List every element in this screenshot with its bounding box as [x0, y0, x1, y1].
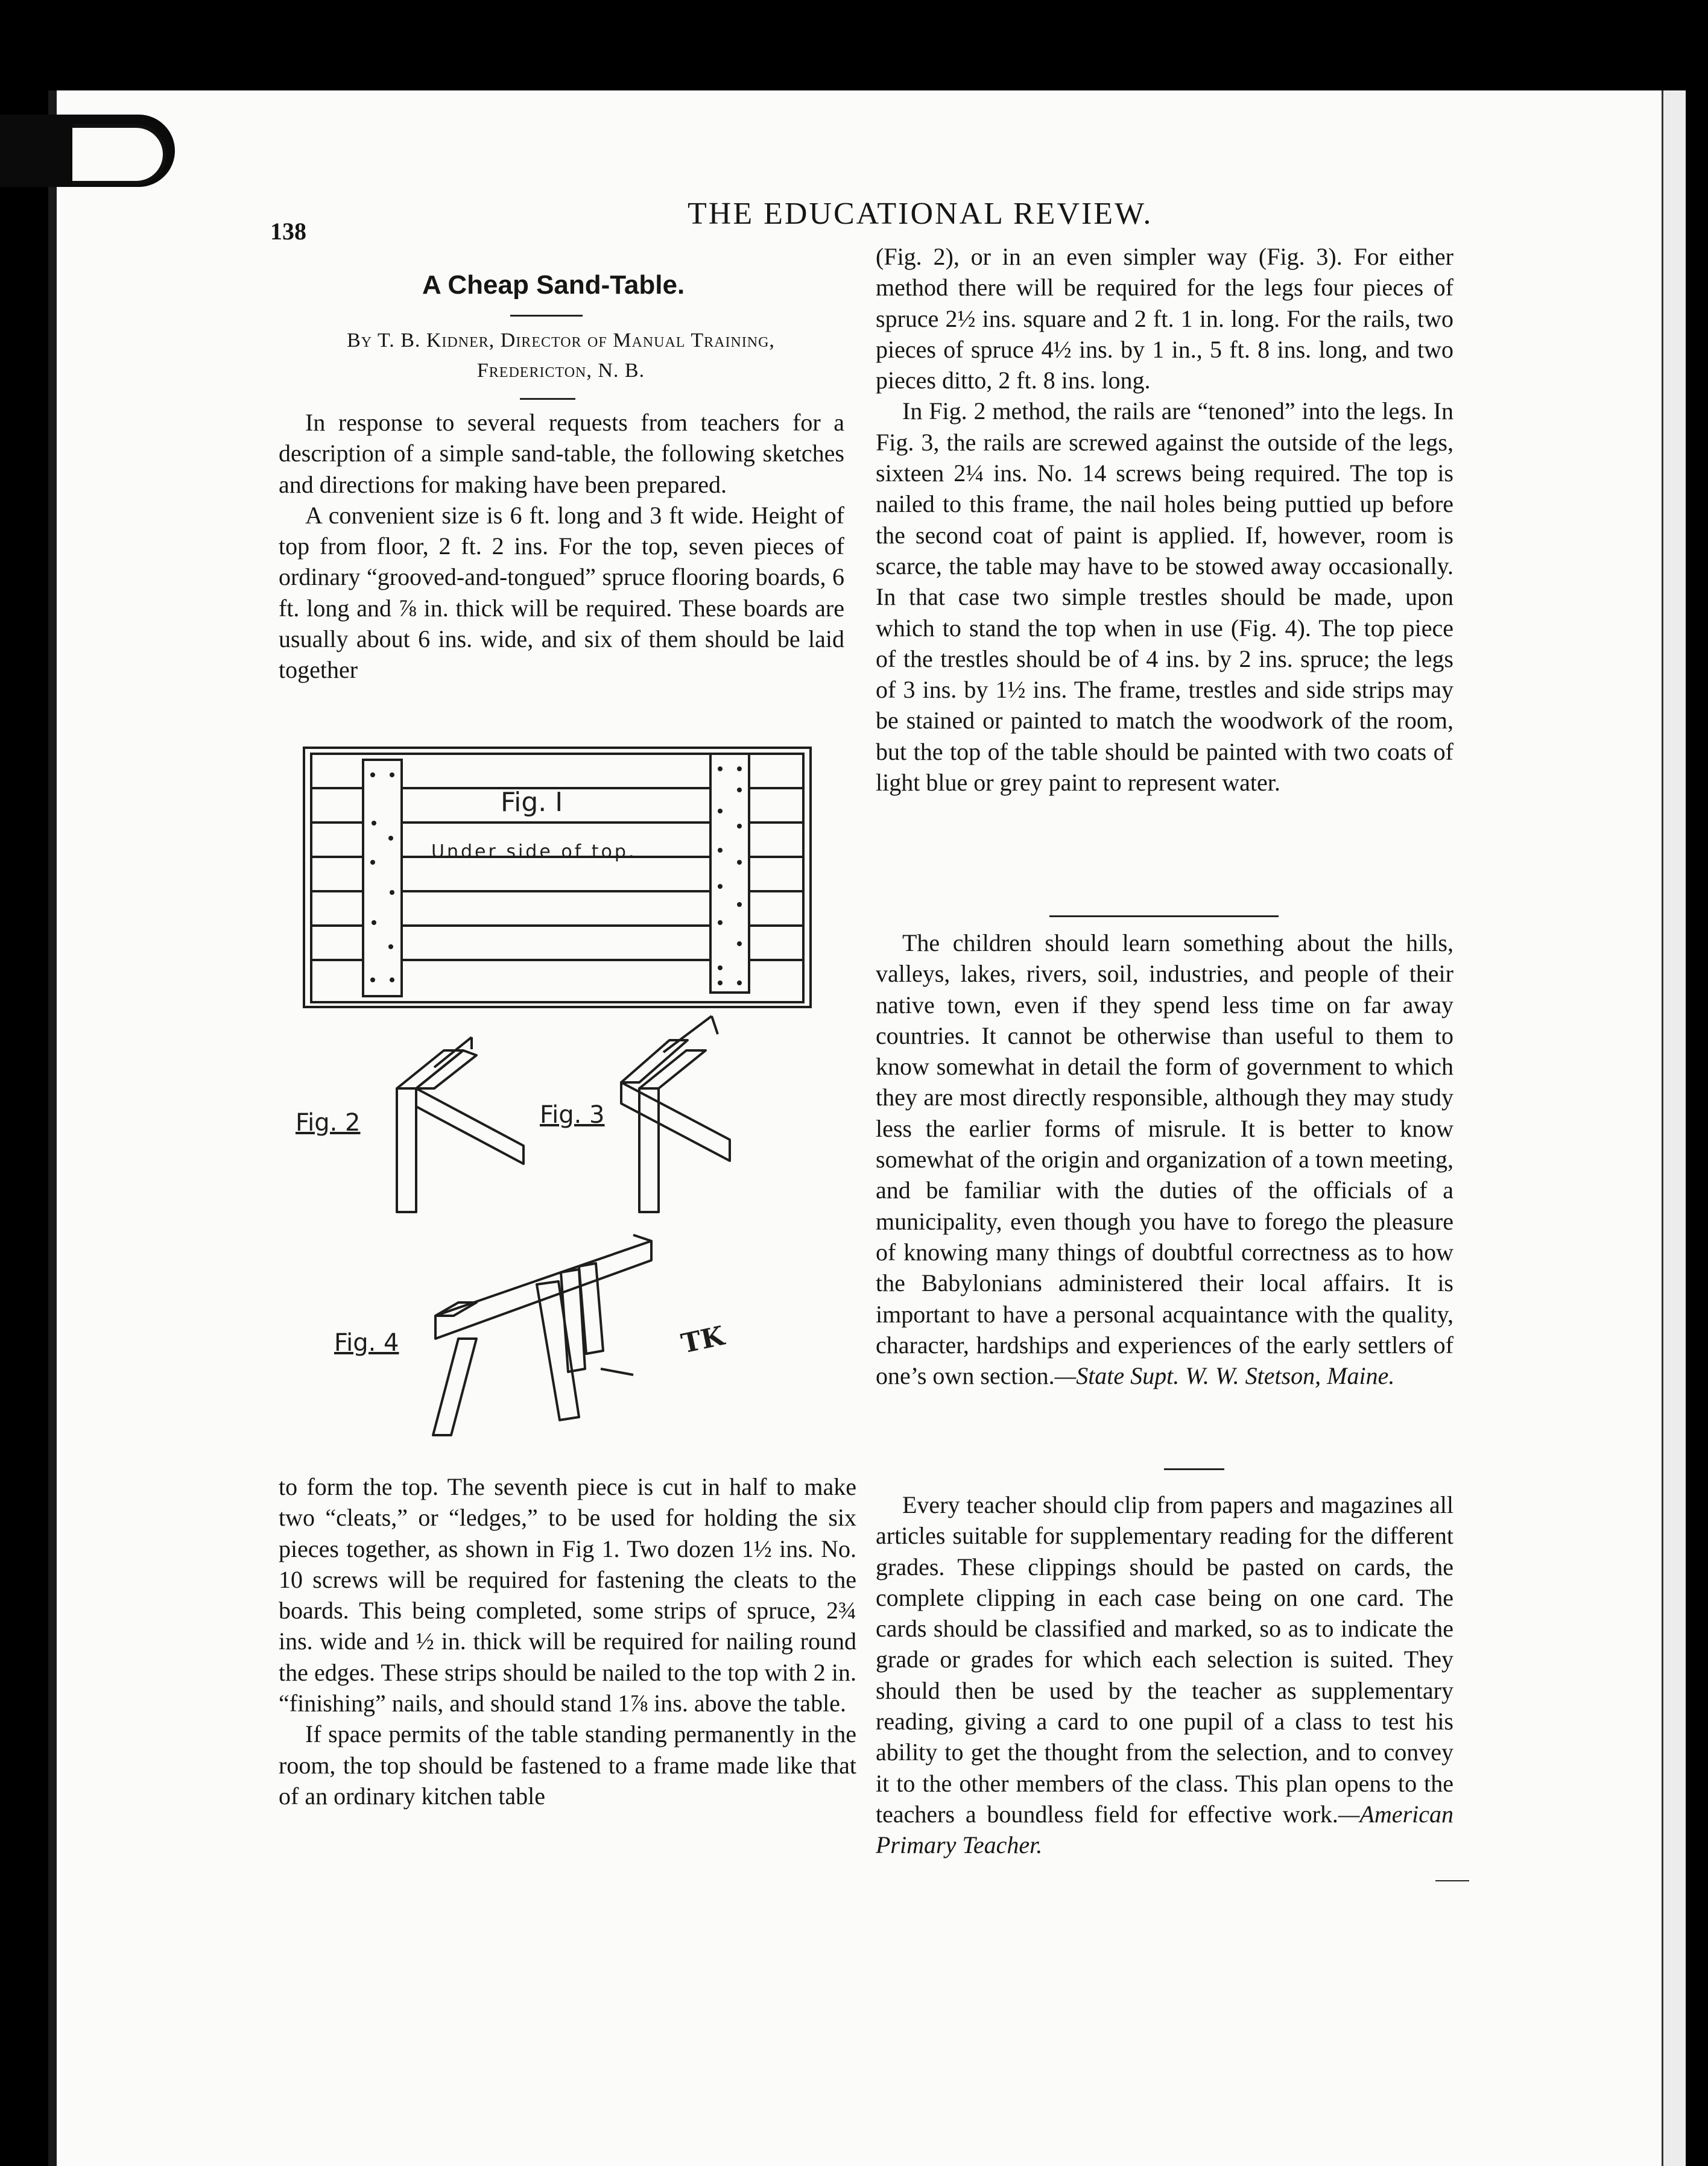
fig1-cleat-right	[710, 754, 749, 993]
paragraph: If space permits of the table standing permanently in the room, the top should be fastened to a frame made like that of an ordinary kitchen table	[279, 1720, 856, 1810]
fig2-rail-front	[416, 1088, 523, 1164]
fig2-label: Fig. 2	[296, 1109, 361, 1137]
fig3-rail-front	[621, 1082, 730, 1161]
illustration-drawing	[296, 742, 850, 1453]
primary-teacher-excerpt	[876, 1489, 1453, 1861]
fig4-leg-front-left	[433, 1339, 476, 1435]
fig4-leg-front-right	[537, 1281, 579, 1420]
paragraph	[876, 927, 1453, 1391]
article-column-2	[876, 241, 1453, 798]
binding-shadow	[48, 90, 57, 2166]
paragraph: In response to several requests from teachers for a description of a simple sand-table, the following sketches and directions for making have been prepared.	[279, 409, 844, 498]
byline-place: Fredericton, N. B.	[476, 359, 645, 382]
binder-clip-ring	[72, 124, 166, 185]
stetson-excerpt	[876, 927, 1453, 1391]
paragraph: to form the top. The seventh piece is cut in half to make two “cleats,” or “ledges,” to be used for holding the six pieces together, as shown in Fig 1. Two dozen 1½ ins. No. 10 screws will be required for fastening the cleats to the boards. This being completed, some strips of spruce, 2¾ ins. wide and ½ in. thick will be required for nailing round the edges. These strips should be nailed to the top with 2 in. “finishing” nails, and should stand 1⅞ ins. above the table.	[279, 1473, 856, 1717]
article-column-1-bottom	[279, 1471, 856, 1811]
end-rule	[1435, 1880, 1469, 1881]
stetson-attribution: —State Supt. W. W. Stetson, Maine.	[1054, 1362, 1395, 1390]
fig2-leg	[397, 1088, 416, 1212]
fig1-cleat-left	[363, 760, 402, 996]
byline-rule	[520, 398, 575, 400]
primary-text: Every teacher should clip from papers and magazines all articles suitable for supplementary reading for the different grades. These clippings should be pasted on cards, the complete clipping in each case being on one card. The cards should be classified and marked, so as to indicate the grade or grades for which each selection is suited. They should then be used by the teacher as supplementary reading, giving a card to one pupil of a class to test his ability to get the thought from the selection, and to convey it to the other members of the class. This plan opens to the teachers a boundless field for effective work.	[876, 1491, 1453, 1828]
title-rule	[510, 315, 583, 317]
section-rule	[1164, 1468, 1224, 1470]
fig1-label: Fig. I	[501, 787, 563, 818]
fig3-leg	[639, 1088, 659, 1212]
primary-attribution: —American Primary Teacher.	[876, 1800, 1453, 1859]
article-title: A Cheap Sand-Table.	[422, 270, 685, 300]
paragraph	[876, 1489, 1453, 1861]
article-column-1-top	[279, 407, 844, 686]
page-number: 138	[270, 218, 306, 245]
paragraph: In Fig. 2 method, the rails are “tenoned” into the legs. In Fig. 3, the rails are screwed against the outside of the legs, sixteen 2¼ ins. No. 14 screws being required. The top is nailed to this frame, the nail holes being puttied up before the second coat of paint is applied. If, however, room is scarce, the table may have to be stowed away occasionally. In that case two simple trestles should be made, upon which to stand the top when in use (Fig. 4). The top piece of the trestles should be of 4 ins. by 2 ins. spruce; the legs of 3 ins. by 1½ ins. The frame, trestles and side strips may be stained or painted to match the woodwork of the room, but the top of the table should be painted with two coats of light blue or grey paint to represent water.	[876, 397, 1453, 797]
page-edge	[1662, 90, 1686, 2166]
byline-author: By T. B. Kidner, Director of Manual Training,	[347, 329, 775, 352]
stetson-text: The children should learn something about the hills, valleys, lakes, rivers, soil, industries, and people of their native town, even if they spend less time on far away countries. It cannot be otherwise than useful to them to know somewhat in detail the form of government to which they are most directly responsible, although they may study less the earlier forms of misrule. It is better to know somewhat of the origin and organization of a town meeting, and be familiar with the duties of the officials of a municipality, even though you have to forego the pleasure of knowing many things of doubtful correctness as to how the Babylonians administered their local affairs. It is important to have a personal acquaintance with the quality, character, hardships and experiences of the early settlers of one’s own section.	[876, 929, 1453, 1390]
artist-monogram: TK	[678, 1320, 727, 1360]
paragraph: (Fig. 2), or in an even simpler way (Fig. 3). For either method there will be required for the legs four pieces of spruce 2½ ins. square and 2 ft. 1 in. long. For the rails, two pieces of spruce 4½ ins. by 1 in., 5 ft. 8 ins. long, and two pieces ditto, 2 ft. 8 ins. long.	[876, 243, 1453, 394]
paragraph: A convenient size is 6 ft. long and 3 ft wide. Height of top from floor, 2 ft. 2 ins. For the top, seven pieces of ordinary “grooved-and-tongued” spruce flooring boards, 6 ft. long and ⅞ in. thick will be required. These boards are usually about 6 ins. wide, and six of them should be laid together	[279, 501, 844, 684]
fig4-label: Fig. 4	[334, 1329, 399, 1357]
byline	[308, 326, 814, 386]
running-head: THE EDUCATIONAL REVIEW.	[688, 197, 1153, 231]
sand-table-illustration	[296, 742, 850, 1453]
fig3-label: Fig. 3	[540, 1101, 605, 1129]
fig1-caption: Under side of top.	[431, 841, 637, 862]
section-rule	[1049, 915, 1279, 917]
